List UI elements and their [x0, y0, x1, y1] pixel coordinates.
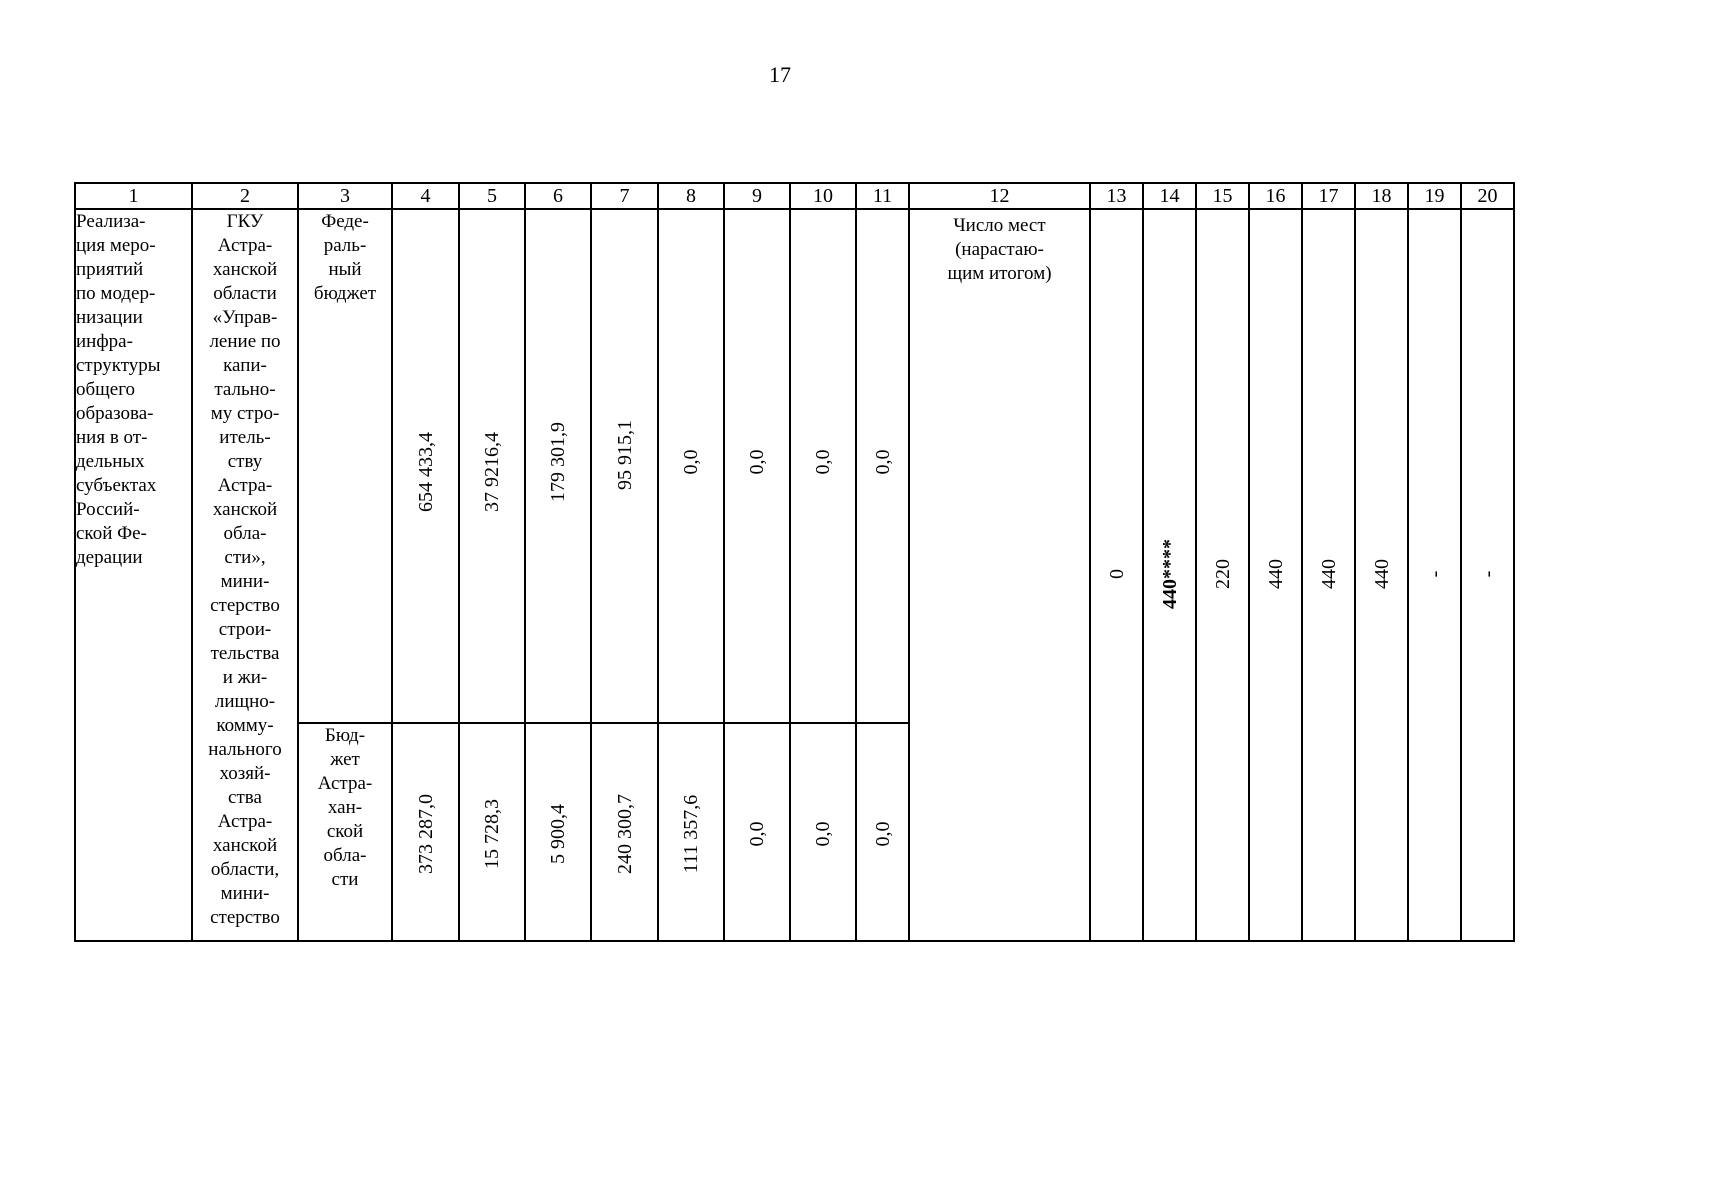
funding-value: 0,0 — [871, 821, 894, 847]
column-number: 13 — [1090, 183, 1143, 209]
funding-source-line: Астра- — [317, 773, 373, 794]
funding-value: 95 915,1 — [613, 420, 636, 490]
funding-value-cell — [790, 209, 856, 723]
funding-value-cell — [856, 209, 909, 723]
column-number: 20 — [1461, 183, 1514, 209]
executor-cell — [192, 209, 298, 941]
funding-value-cell — [525, 723, 591, 941]
activity-line: Реализа- — [76, 211, 146, 232]
column-number: 14 — [1143, 183, 1196, 209]
column-number: 2 — [192, 183, 298, 209]
indicator-value: 220 — [1211, 559, 1234, 589]
funding-value: 373 287,0 — [414, 794, 437, 874]
executor-line: мини- — [220, 883, 270, 904]
activity-line: образова- — [76, 403, 154, 424]
funding-value: 0,0 — [871, 449, 894, 475]
executor-line: ства — [228, 787, 262, 808]
funding-value: 0,0 — [680, 449, 702, 475]
indicator-value: 440 — [1317, 559, 1340, 589]
column-number: 9 — [724, 183, 790, 209]
column-number: 19 — [1408, 183, 1461, 209]
activity-line: низации — [76, 307, 143, 328]
funding-source-line: ской — [326, 821, 364, 842]
column-number: 10 — [790, 183, 856, 209]
funding-source-cell — [298, 209, 392, 723]
executor-line: и жи- — [222, 667, 268, 688]
executor-line: стерство — [210, 907, 280, 928]
indicator-line: щим итогом) — [947, 263, 1052, 284]
indicator-value: - — [1476, 570, 1499, 578]
activity-line: общего — [76, 379, 136, 400]
funding-value-cell — [591, 209, 658, 723]
indicator-value-cell — [1196, 209, 1249, 941]
indicator-value: 0 — [1105, 569, 1128, 579]
funding-source-line: хан- — [327, 797, 363, 818]
executor-line: ГКУ — [226, 211, 264, 232]
column-number: 18 — [1355, 183, 1408, 209]
column-number: 12 — [909, 183, 1090, 209]
activity-line: ской Фе- — [76, 523, 147, 544]
funding-value-cell — [856, 723, 909, 941]
column-number: 8 — [658, 183, 724, 209]
funding-value: 0,0 — [746, 449, 768, 475]
page-number: 17 — [769, 62, 791, 87]
activity-line: инфра- — [76, 331, 133, 352]
funding-source-line: раль- — [323, 235, 367, 256]
funding-source-line: обла- — [323, 845, 367, 866]
funding-value: 0,0 — [812, 821, 834, 847]
executor-line: ление по — [209, 331, 281, 352]
funding-value-cell — [459, 723, 525, 941]
column-number: 5 — [459, 183, 525, 209]
executor-line: области — [213, 283, 277, 304]
funding-value: 179 301,9 — [547, 422, 569, 502]
executor-line: Астра- — [217, 811, 273, 832]
executor-line: строи- — [218, 619, 272, 640]
activity-line: по модер- — [76, 283, 156, 304]
indicator-value: 440**** — [1158, 539, 1181, 609]
activity-line: дерации — [76, 547, 143, 568]
activity-line: дельных — [76, 451, 145, 472]
funding-value-cell — [724, 209, 790, 723]
funding-value: 111 357,6 — [680, 794, 702, 874]
executor-line: стерство — [210, 595, 280, 616]
funding-value-cell — [724, 723, 790, 941]
activity-cell — [75, 209, 192, 941]
indicator-value: - — [1423, 570, 1446, 578]
funding-source-line: сти — [331, 869, 359, 890]
executor-line: сти», — [224, 547, 266, 568]
funding-value-cell — [790, 723, 856, 941]
executor-line: итель- — [219, 427, 271, 448]
activity-line: структуры — [76, 355, 161, 376]
indicator-value-cell — [1355, 209, 1408, 941]
funding-value: 654 433,4 — [414, 432, 437, 512]
executor-line: комму- — [216, 715, 274, 736]
funding-value-cell — [392, 723, 459, 941]
column-number: 11 — [856, 183, 909, 209]
activity-line: субъектах — [76, 475, 157, 496]
column-number: 15 — [1196, 183, 1249, 209]
funding-value: 0,0 — [812, 449, 834, 475]
activity-line: ция меро- — [76, 235, 156, 256]
activity-line: ния в от- — [76, 427, 148, 448]
funding-source-cell — [298, 723, 392, 941]
funding-value: 5 900,4 — [547, 804, 569, 864]
column-number: 4 — [392, 183, 459, 209]
indicator-value-cell — [1249, 209, 1302, 941]
funding-value: 15 728,3 — [481, 799, 503, 869]
program-table — [74, 182, 1515, 942]
funding-source-line: ный — [328, 259, 362, 280]
executor-line: нального — [208, 739, 282, 760]
indicator-value-cell — [1408, 209, 1461, 941]
funding-value: 37 9216,4 — [481, 432, 503, 512]
executor-line: му стро- — [210, 403, 280, 424]
indicator-value-cell — [1143, 209, 1196, 941]
executor-line: капи- — [223, 355, 267, 376]
column-number: 17 — [1302, 183, 1355, 209]
activity-line: приятий — [76, 259, 144, 280]
indicator-value-cell — [1461, 209, 1514, 941]
funding-value-cell — [525, 209, 591, 723]
funding-source-line: Феде- — [321, 211, 369, 232]
funding-source-line: Бюд- — [324, 725, 366, 746]
funding-value: 240 300,7 — [613, 794, 636, 874]
executor-line: ству — [227, 451, 263, 472]
indicator-line: (нарастаю- — [955, 239, 1044, 260]
column-number-row — [75, 183, 1514, 209]
column-number: 16 — [1249, 183, 1302, 209]
executor-line: Астра- — [217, 475, 273, 496]
activity-line: Россий- — [76, 499, 140, 520]
funding-value-cell — [459, 209, 525, 723]
funding-value-cell — [591, 723, 658, 941]
executor-line: мини- — [220, 571, 270, 592]
federal-budget-row — [75, 209, 1514, 723]
indicator-value: 440 — [1264, 559, 1287, 589]
executor-line: тально- — [214, 379, 276, 400]
executor-line: ханской — [212, 259, 278, 280]
funding-value: 0,0 — [746, 821, 768, 847]
indicator-value: 440 — [1370, 559, 1393, 589]
column-number: 3 — [298, 183, 392, 209]
column-number: 1 — [75, 183, 192, 209]
indicator-value-cell — [1302, 209, 1355, 941]
executor-line: тельства — [210, 643, 280, 664]
indicator-line: Число мест — [953, 215, 1046, 236]
funding-source-line: бюджет — [313, 283, 377, 304]
indicator-value-cell — [1090, 209, 1143, 941]
funding-value-cell — [658, 209, 724, 723]
executor-line: области, — [210, 859, 280, 880]
executor-line: ханской — [212, 499, 278, 520]
executor-line: ханской — [212, 835, 278, 856]
funding-value-cell — [392, 209, 459, 723]
executor-line: Астра- — [217, 235, 273, 256]
funding-value-cell — [658, 723, 724, 941]
executor-line: «Управ- — [212, 307, 278, 328]
executor-line: лищно- — [214, 691, 276, 712]
executor-line: обла- — [223, 523, 267, 544]
column-number: 6 — [525, 183, 591, 209]
executor-line: хозяй- — [219, 763, 271, 784]
column-number: 7 — [591, 183, 658, 209]
indicator-cell — [909, 209, 1090, 941]
funding-source-line: жет — [330, 749, 360, 770]
